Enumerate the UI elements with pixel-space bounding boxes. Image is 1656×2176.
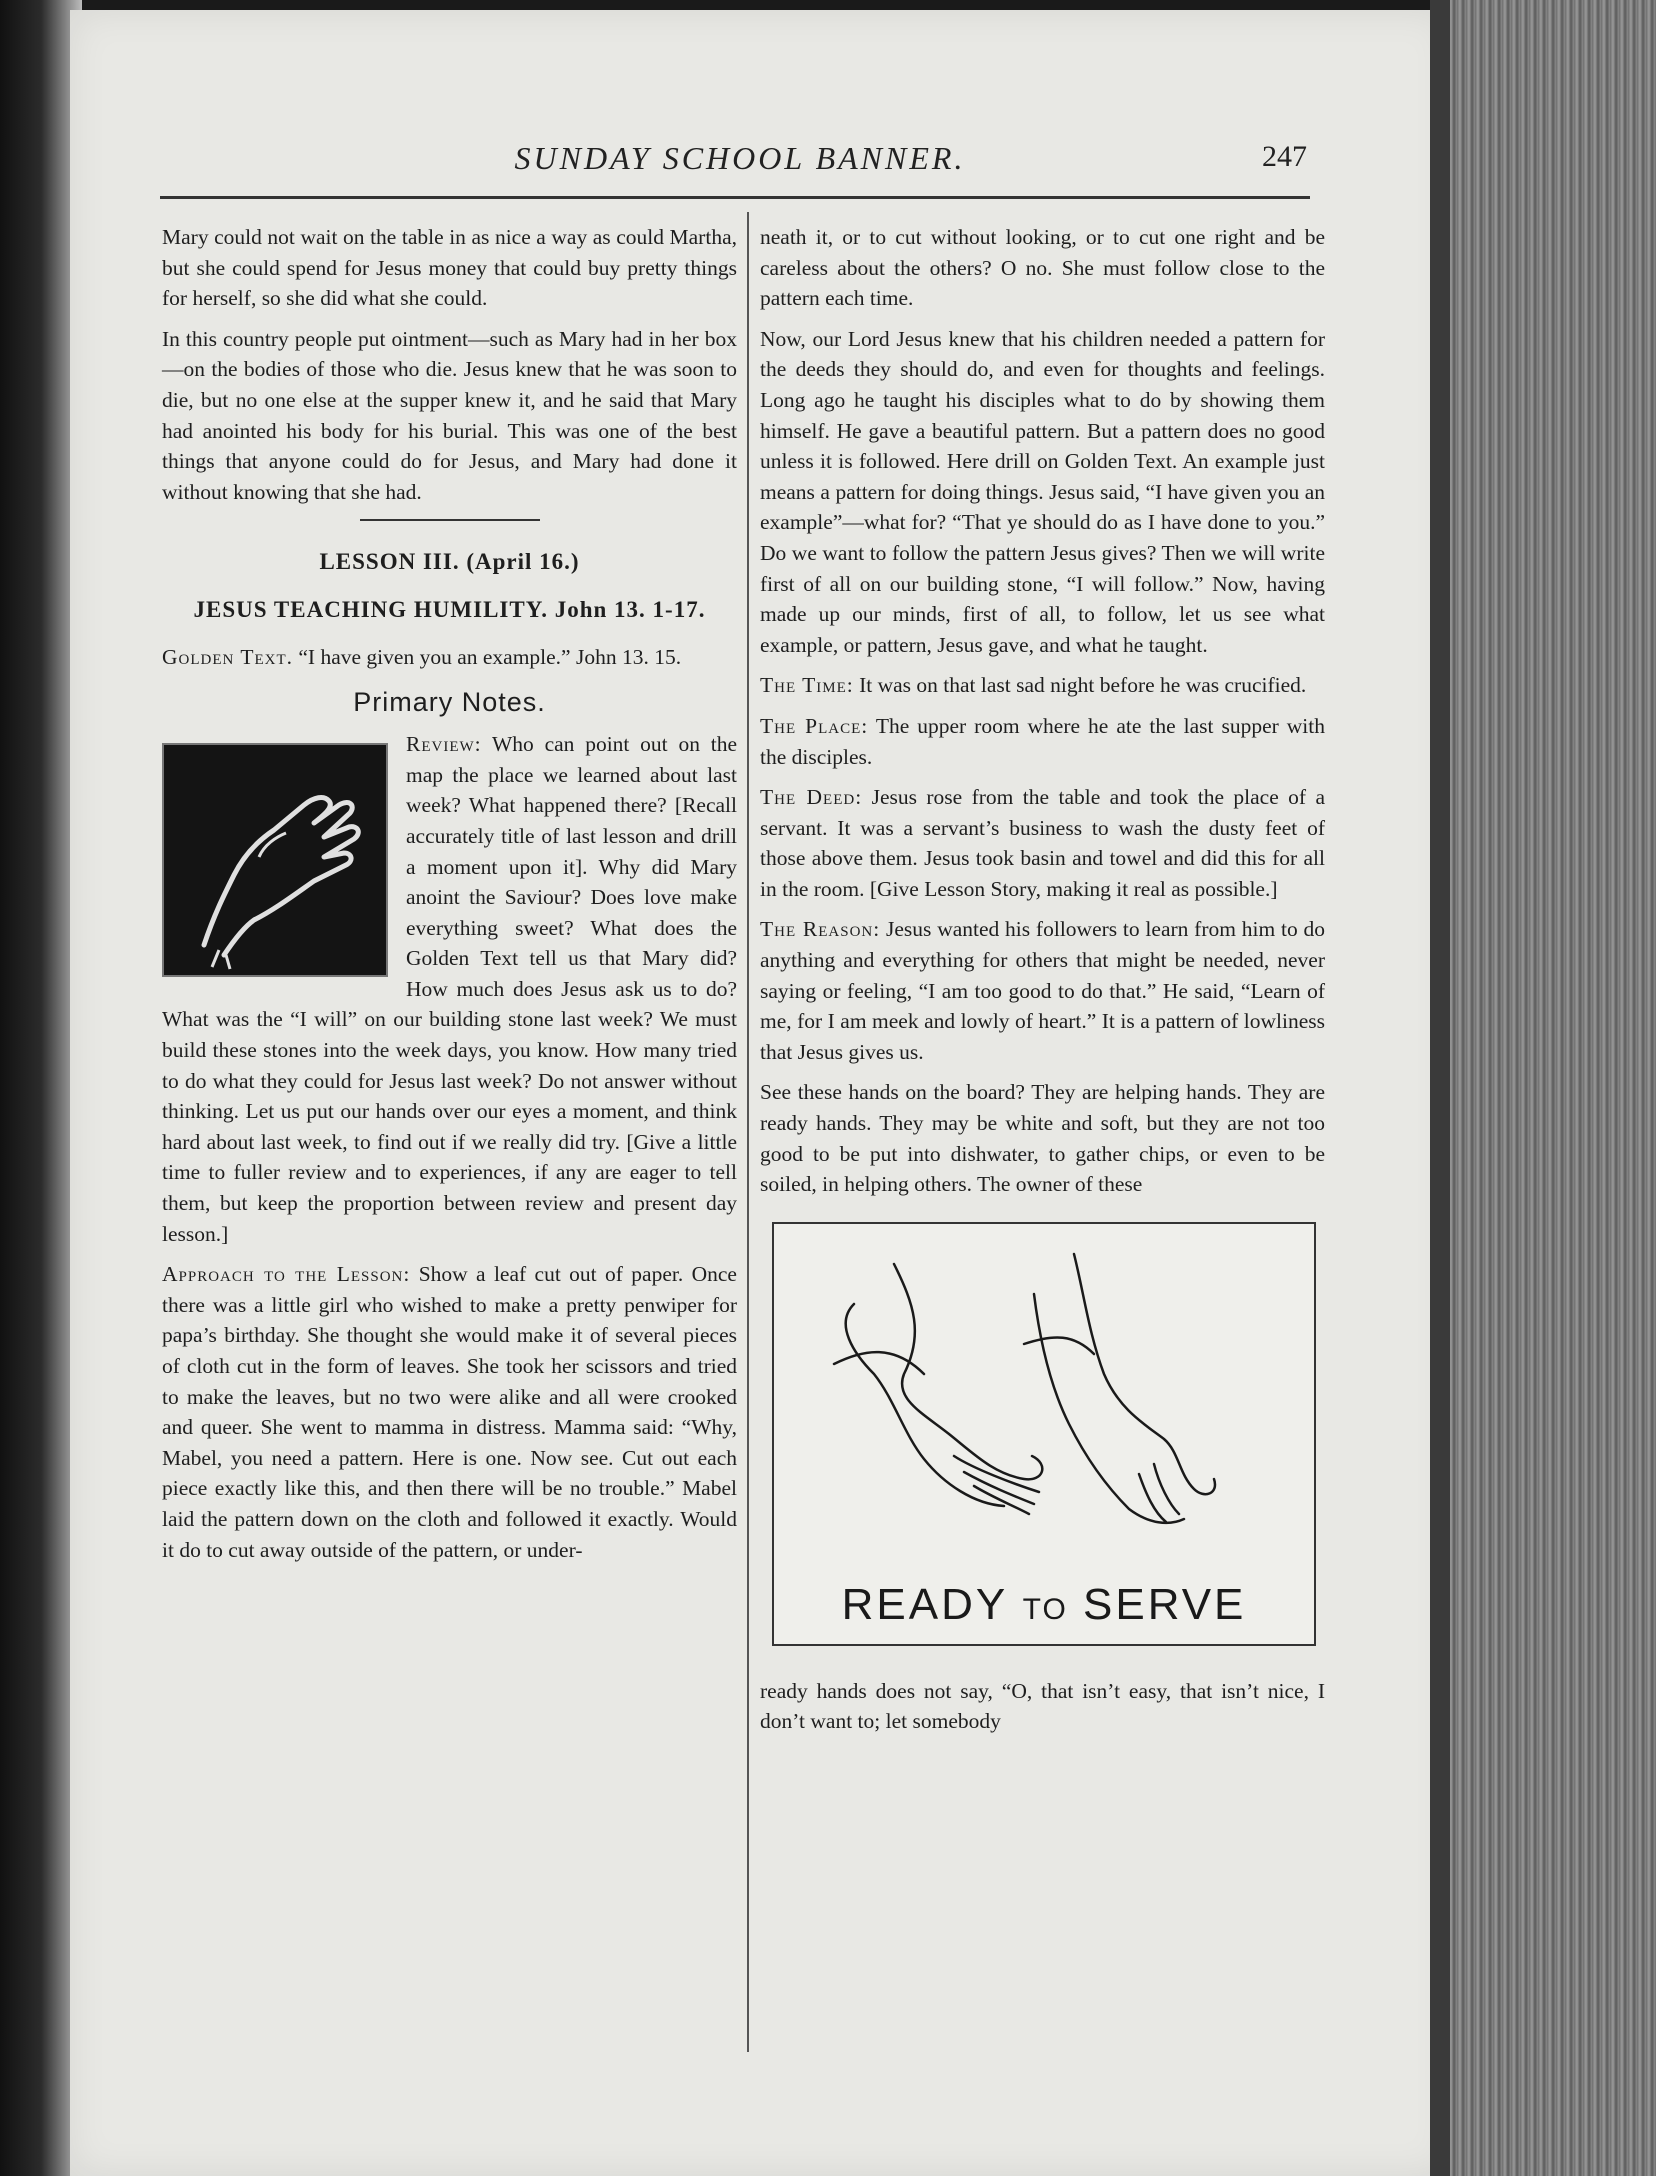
paragraph: ready hands does not say, “O, that isn’t easy, that isn’t nice, I don’t want to; let somebody [760,1678,1325,1734]
approach-text: Show a leaf cut out of paper. Once there was a little girl who wished to make a pretty penwiper for papa’s birthday. She thought she would make it of several pieces of cloth cut in the form of leaves. She took her scissors and tried to make the leaves, but no two were alike and all were crooked and queer. She went to mamma in distress. Mamma said: “Why, Mabel, you need a pattern. Here is one. Now see. Cut out each piece exactly like this, and then there will be no trouble.” Mabel laid the pattern down on the cloth and followed it exactly. Would it do to cut away outside of the pattern, or under- [162,1262,737,1562]
header-rule [160,196,1310,199]
illustration-caption [774,1580,1314,1630]
reason-label: The Reason: [760,917,881,942]
golden-text-label: Golden Text. [162,644,294,669]
section-divider [360,519,540,521]
caption-ready: READY [841,1580,1008,1630]
reason-text: Jesus wanted his followers to learn from him to do anything and everything for others that might be needed, never saying or feeling, “I am too good to do that.” He said, “Learn of me, for I am meek and lowly of heart.” It is a pattern of lowliness that Jesus gives us. [760,917,1325,1064]
lesson-title: LESSON III. (April 16.) [319,549,580,575]
approach-label: Approach to the Lesson: [162,1262,411,1287]
page-number: 247 [1262,140,1307,173]
running-title: SUNDAY SCHOOL BANNER. [514,140,966,176]
place-paragraph [760,711,1325,772]
column-divider [747,212,749,2052]
primary-notes-heading: Primary Notes. [353,686,546,717]
ready-to-serve-illustration [772,1222,1316,1646]
review-paragraph [162,729,737,1249]
paragraph: neath it, or to cut without looking, or to cut one right and be careless about the others? O no. She must follow close to the pattern each time. [760,225,1325,311]
time-paragraph [760,670,1325,701]
place-label: The Place: [760,713,869,738]
review-text: Who can point out on the map the place we learned about last week? What happened there? [Recall accurately title of last lesson and drill a moment upon it]. Why did Mary anoint the Saviour? Does love make everything sweet? What does the Golden Text tell us that Mary did? How much does Jesus ask us to do? What was the “I will” on our building stone last week? We must build these stones into the week days, you know. How many tried to do what they could for Jesus last week? Do not answer without thinking. Let us put our hands over our eyes a moment, and think hard about last week, to find out if we really did try. [Give a little time to fuller review and to experiences, if any are eager to tell them, but keep the proportion between review and present day lesson.] [162,732,737,1246]
time-label: The Time: [760,673,854,698]
review-label: Review: [406,732,482,757]
caption-serve: SERVE [1083,1580,1247,1630]
paragraph: Now, our Lord Jesus knew that his children needed a pattern for the deeds they should do, and even for thoughts and feelings. Long ago he taught his disciples what to do by showing them himself. He gave a beautiful pattern. But a pattern does no good unless it is followed. Here drill on Golden Text. An example just means a pattern for doing things. Jesus said, “I have given you an example”—what for? “That ye should do as I have done to you.” Do we want to follow the pattern Jesus gives? Then we will write first of all on our building stone, “I will follow.” Now, having made up our minds, first of all, to follow, let us see what example, or pattern, Jesus gave, and what he taught. [760,326,1325,657]
golden-text-body: “I have given you an example.” John 13. 15. [293,644,682,669]
paragraph: Mary could not wait on the table in as nice a way as could Martha, but she could spend for Jesus money that could buy pretty things for herself, so she did what she could. [162,225,737,311]
paragraph: In this country people put ointment—such as Mary had in her box—on the bodies of those who die. Jesus knew that he was soon to die, but no one else at the supper knew it, and he said that Mary had anointed his body for his burial. This was one of the best things that anyone could do for Jesus, and Mary had done it without knowing that she had. [162,326,737,504]
place-text: The upper room where he ate the last supper with the disciples. [760,713,1325,769]
hand-icon [162,743,388,977]
book-page-edges [1430,0,1656,2176]
golden-text [162,642,737,673]
deed-label: The Deed: [760,785,863,810]
lesson-subject: JESUS TEACHING HUMILITY. John 13. 1-17. [193,596,706,622]
reason-paragraph [760,914,1325,1067]
caption-to: TO [1022,1593,1068,1627]
deed-paragraph [760,782,1325,904]
paragraph: See these hands on the board? They are helping hands. They are ready hands. They may be white and soft, but they are not too good to be put into dishwater, to gather chips, or even to be soiled, in helping others. The owner of these [760,1080,1325,1197]
approach-paragraph [162,1259,737,1565]
left-column [162,222,737,1575]
right-column [760,222,1325,1747]
book-gutter-shadow [1430,0,1450,2176]
deed-text: Jesus rose from the table and took the place of a servant. It was a servant’s business to wash the dusty feet of those above them. Jesus took basin and towel and did this for all in the room. [Give Lesson Story, making it real as possible.] [760,785,1325,901]
time-text: It was on that last sad night before he was crucified. [853,673,1307,698]
